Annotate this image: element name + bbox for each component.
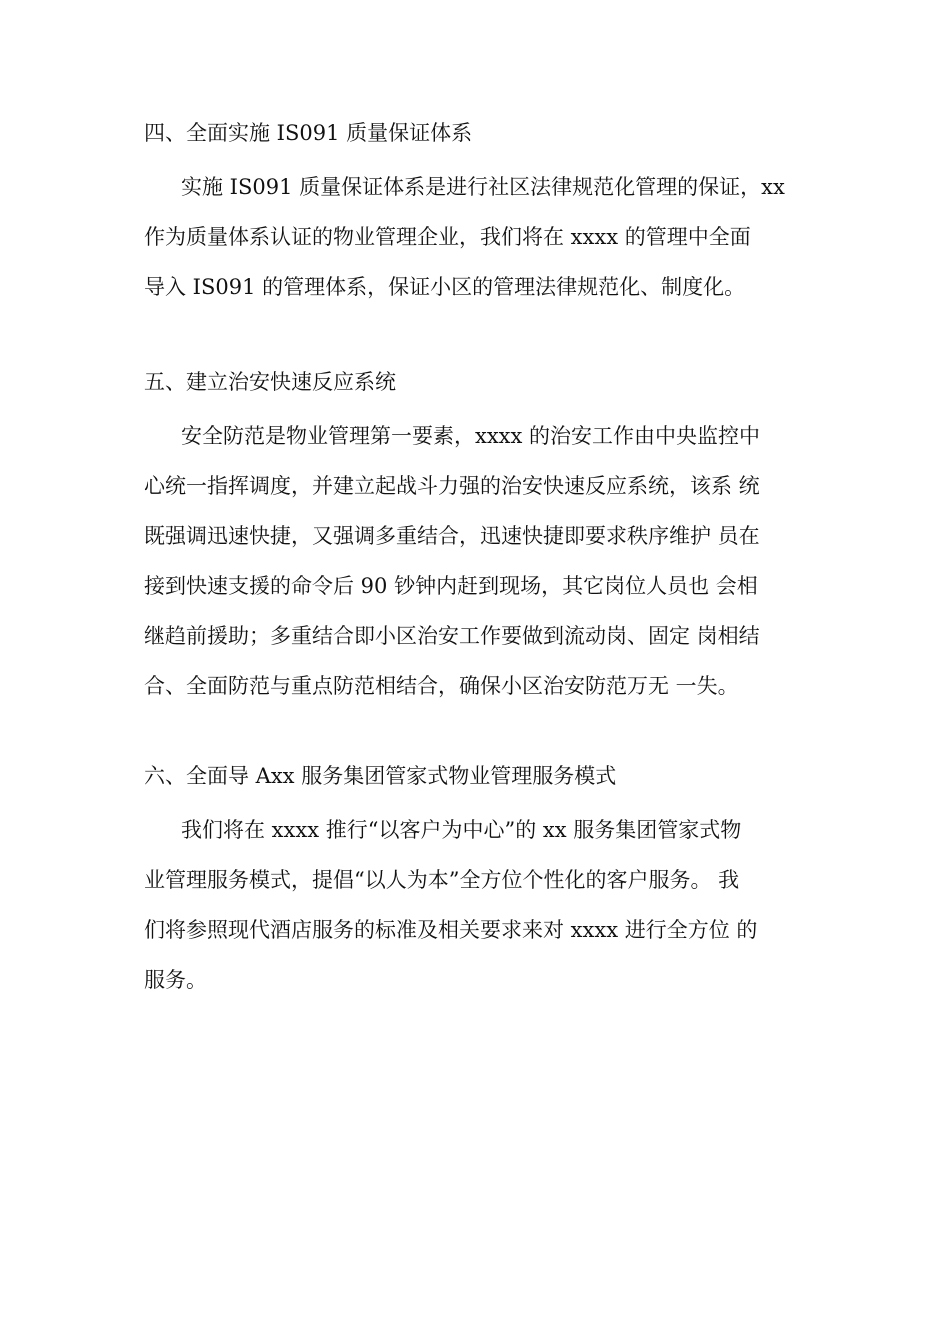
section-body — [144, 805, 812, 1005]
paragraph-line: 们将参照现代酒店服务的标准及相关要求来对 xxxx 进行全方位 的 — [144, 918, 758, 942]
paragraph-line: 作为质量体系认证的物业管理企业，我们将在 xxxx 的管理中全面 — [144, 225, 751, 249]
paragraph-line: 继趋前援助；多重结合即小区治安工作要做到流动岗、固定 岗相结 — [144, 624, 760, 648]
paragraph-line: 既强调迅速快捷，又强调多重结合，迅速快捷即要求秩序维护 员在 — [144, 524, 760, 548]
section-butler-service — [144, 762, 812, 1005]
paragraph-line: 实施 IS091 质量保证体系是进行社区法律规范化管理的保证，xx — [181, 175, 785, 199]
paragraph-line: 合、全面防范与重点防范相结合，确保小区治安防范万无 一失。 — [144, 674, 739, 698]
paragraph-line: 心统一指挥调度，并建立起战斗力强的治安快速反应系统，该系 统 — [144, 474, 760, 498]
paragraph-line: 业管理服务模式，提倡“以人为本”全方位个性化的客户服务。 我 — [144, 868, 740, 892]
paragraph-line: 我们将在 xxxx 推行“以客户为中心”的 xx 服务集团管家式物 — [181, 818, 742, 842]
section-heading: 五、建立治安快速反应系统 — [144, 370, 396, 394]
section-heading: 四、全面实施 IS091 质量保证体系 — [144, 121, 473, 145]
paragraph-line: 服务。 — [144, 968, 207, 992]
paragraph-line: 接到快速支援的命令后 90 钞钟内赶到现场，其它岗位人员也 会相 — [144, 574, 758, 598]
section-security-response — [144, 368, 812, 711]
section-body — [144, 411, 812, 711]
section-iso91 — [144, 119, 812, 312]
section-heading: 六、全面导 Axx 服务集团管家式物业管理服务模式 — [144, 764, 617, 788]
paragraph-line: 安全防范是物业管理第一要素，xxxx 的治安工作由中央监控中 — [181, 424, 761, 448]
paragraph-line: 导入 IS091 的管理体系，保证小区的管理法律规范化、制度化。 — [144, 275, 746, 299]
section-body — [144, 162, 812, 312]
